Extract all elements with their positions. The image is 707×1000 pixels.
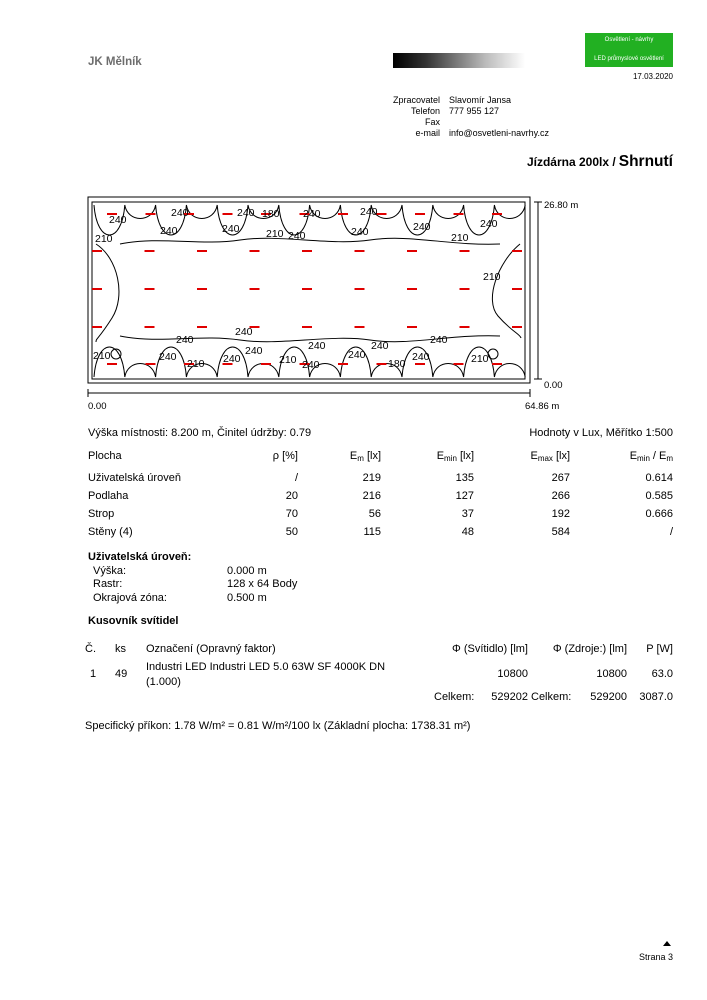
luminaire-number: 1 xyxy=(90,668,97,680)
dim-x-right: 64.86 m xyxy=(525,401,560,412)
fax-label: Fax xyxy=(424,117,440,127)
header-em xyxy=(350,450,381,463)
isoline-label: 240 xyxy=(371,340,389,352)
flux-luminaire: 10800 xyxy=(497,668,528,680)
surface-name: Strop xyxy=(88,508,115,520)
header-ratio-symbol2: E xyxy=(658,450,667,462)
isoline-diagram xyxy=(80,190,600,405)
dimension-right xyxy=(534,202,542,379)
isoline-label: 240 xyxy=(176,334,194,346)
uniformity: 0.666 xyxy=(645,508,673,520)
surface-name: Stěny (4) xyxy=(88,526,133,538)
isoline-label: 240 xyxy=(351,226,369,238)
header-emin xyxy=(437,450,474,463)
luminaire-totals-row xyxy=(0,691,707,705)
maintenance-factor: (1.000) xyxy=(146,676,181,688)
ep-label: Výška: xyxy=(93,565,127,577)
header-emin-symbol: E xyxy=(436,450,445,462)
luminaire-quantity: 49 xyxy=(115,668,128,680)
author-name: Slavomír Jansa xyxy=(449,95,512,105)
illuminance-max: 267 xyxy=(551,472,570,484)
header-quantity: ks xyxy=(115,643,126,655)
illuminance-min: 48 xyxy=(461,526,474,538)
total-power: 3087.0 xyxy=(639,691,673,703)
logo-line-2: LED průmyslové osvětlení xyxy=(594,56,664,62)
isoline-label: 240 xyxy=(223,353,241,365)
luminaire-list-title: Kusovník svítidel xyxy=(88,615,179,627)
illuminance-max: 584 xyxy=(551,526,570,538)
illuminance-min: 37 xyxy=(461,508,474,520)
reflectance: 50 xyxy=(285,526,298,538)
surface-name: Podlaha xyxy=(88,490,129,502)
header-emin-unit: [lx] xyxy=(459,450,474,462)
isoline-label: 240 xyxy=(237,207,255,219)
total-label-luminaire: Celkem: xyxy=(434,691,475,703)
header-uniformity xyxy=(630,450,673,463)
isoline-label: 240 xyxy=(480,218,498,230)
header-emax-unit: [lx] xyxy=(555,450,570,462)
uniformity: 0.614 xyxy=(645,472,673,484)
isoline-label: 180 xyxy=(262,208,280,220)
isoline-label: 240 xyxy=(160,225,178,237)
title-section: Shrnutí xyxy=(618,153,673,170)
illuminance-max: 266 xyxy=(551,490,570,502)
illuminance-min: 135 xyxy=(455,472,474,484)
surface-name: Uživatelská úroveň xyxy=(88,472,181,484)
luminaire-row xyxy=(0,661,707,691)
luminaire-name: Industri LED Industri LED 5.0 63W SF 4000K DN xyxy=(146,661,386,673)
total-label-lamps: Celkem: xyxy=(531,691,572,703)
page-number: Strana 3 xyxy=(638,952,673,962)
isoline-label: 240 xyxy=(222,223,240,235)
header-ratio-sub: min xyxy=(637,454,650,463)
isoline-label: 210 xyxy=(451,232,469,244)
project-name: JK Mělník xyxy=(88,56,142,68)
isoline-label: 240 xyxy=(302,359,320,371)
isoline-label: 240 xyxy=(308,340,326,352)
isoline-label: 210 xyxy=(187,358,205,370)
header-designation: Označení (Opravný faktor) xyxy=(146,643,276,655)
dim-y-top: 26.80 m xyxy=(544,200,579,211)
luminaire-power: 63.0 xyxy=(651,668,673,680)
isoline-label: 240 xyxy=(171,207,189,219)
scale-info: Hodnoty v Lux, Měřítko 1:500 xyxy=(529,427,673,439)
isoline-label: 240 xyxy=(430,334,448,346)
isoline-label: 240 xyxy=(412,351,430,363)
header-flux-luminaire: Φ (Svítidlo) [lm] xyxy=(451,643,528,655)
header-rho: ρ [%] xyxy=(272,450,298,462)
illuminance-min: 127 xyxy=(455,490,474,502)
ep-label: Okrajová zóna: xyxy=(93,592,167,604)
isoline-label: 240 xyxy=(109,214,127,226)
isoline-label: 240 xyxy=(235,326,253,338)
ep-value: 0.500 m xyxy=(227,592,267,604)
luminaire-header-row xyxy=(0,643,707,657)
evaluation-plane-row xyxy=(0,592,707,606)
ep-label: Rastr: xyxy=(93,578,123,590)
author-label: Zpracovatel xyxy=(392,95,440,105)
reflectance: / xyxy=(294,472,298,484)
results-row xyxy=(0,508,707,522)
title-main: Jízdárna 200lx / xyxy=(526,155,616,169)
illuminance-avg: 219 xyxy=(362,472,381,484)
header-flux-lamps: Φ (Zdroje:) [lm] xyxy=(552,643,627,655)
gradient-bar xyxy=(393,53,525,68)
evaluation-plane-title: Uživatelská úroveň: xyxy=(88,551,192,563)
isoline xyxy=(492,244,521,338)
email-label: e-mail xyxy=(415,128,440,138)
header-emax xyxy=(530,450,570,463)
header-em-unit: [lx] xyxy=(366,450,381,462)
header-power: P [W] xyxy=(646,643,673,655)
page-title xyxy=(527,153,673,172)
isoline-label: 210 xyxy=(266,228,284,240)
header-surface: Plocha xyxy=(88,450,122,462)
reflectance: 20 xyxy=(285,490,298,502)
header-ratio-sep: / xyxy=(652,450,656,462)
illuminance-max: 192 xyxy=(551,508,570,520)
room-outline xyxy=(92,202,525,379)
isoline-label: 210 xyxy=(483,271,501,283)
specific-power: Specifický příkon: 1.78 W/m² = 0.81 W/m²/100 lx (Základní plocha: 1738.31 m²) xyxy=(85,720,471,732)
isoline-label: 210 xyxy=(95,233,113,245)
isoline-label: 240 xyxy=(245,345,263,357)
isoline xyxy=(120,238,500,244)
evaluation-plane-row xyxy=(0,578,707,592)
isoline-label: 210 xyxy=(279,354,297,366)
report-date: 17.03.2020 xyxy=(632,72,673,81)
uniformity: 0.585 xyxy=(645,490,673,502)
isoline-label: 240 xyxy=(159,351,177,363)
room-info: Výška místnosti: 8.200 m, Činitel údržby: 0.79 xyxy=(88,427,312,439)
header-ratio-sub2: m xyxy=(666,454,673,463)
header-emin-sub: min xyxy=(444,454,457,463)
evaluation-plane-row xyxy=(0,565,707,579)
isoline-label: 240 xyxy=(303,208,321,220)
header-ratio-symbol: E xyxy=(629,450,638,462)
header-emax-symbol: E xyxy=(530,450,538,462)
illuminance-avg: 56 xyxy=(368,508,381,520)
results-row xyxy=(0,526,707,540)
isoline-label: 240 xyxy=(348,349,366,361)
total-flux-lamps: 529200 xyxy=(590,691,627,703)
phone-value: 777 955 127 xyxy=(449,106,500,116)
total-flux-luminaire: 529202 xyxy=(491,691,528,703)
header-em-symbol: E xyxy=(349,450,358,462)
isoline xyxy=(488,349,498,359)
phone-label: Telefon xyxy=(410,106,440,116)
email-value: info@osvetleni-navrhy.cz xyxy=(449,128,550,138)
dimension-bottom xyxy=(88,389,530,397)
header-em-sub: m xyxy=(357,454,364,463)
ep-value: 0.000 m xyxy=(227,565,267,577)
results-row xyxy=(0,490,707,504)
isoline-label: 210 xyxy=(93,350,111,362)
isoline-label: 240 xyxy=(413,221,431,233)
triangle-up-icon xyxy=(663,941,671,946)
reflectance: 70 xyxy=(285,508,298,520)
header-emax-sub: max xyxy=(537,454,553,463)
illuminance-avg: 115 xyxy=(363,526,381,538)
logo-line-1: Osvětlení - návrhy xyxy=(604,37,654,43)
isoline-label: 180 xyxy=(388,358,406,370)
isoline-label: 240 xyxy=(360,206,378,218)
results-row xyxy=(0,472,707,486)
flux-lamps: 10800 xyxy=(596,668,627,680)
uniformity: / xyxy=(669,526,673,538)
isoline-label: 210 xyxy=(471,353,489,365)
dim-x-left: 0.00 xyxy=(88,401,107,412)
ep-value: 128 x 64 Body xyxy=(227,578,298,590)
company-logo xyxy=(585,33,673,67)
results-header-row xyxy=(0,450,707,464)
illuminance-avg: 216 xyxy=(362,490,381,502)
header-number: Č. xyxy=(85,643,96,655)
isoline-label: 240 xyxy=(288,230,306,242)
dim-y-bottom: 0.00 xyxy=(544,380,563,391)
